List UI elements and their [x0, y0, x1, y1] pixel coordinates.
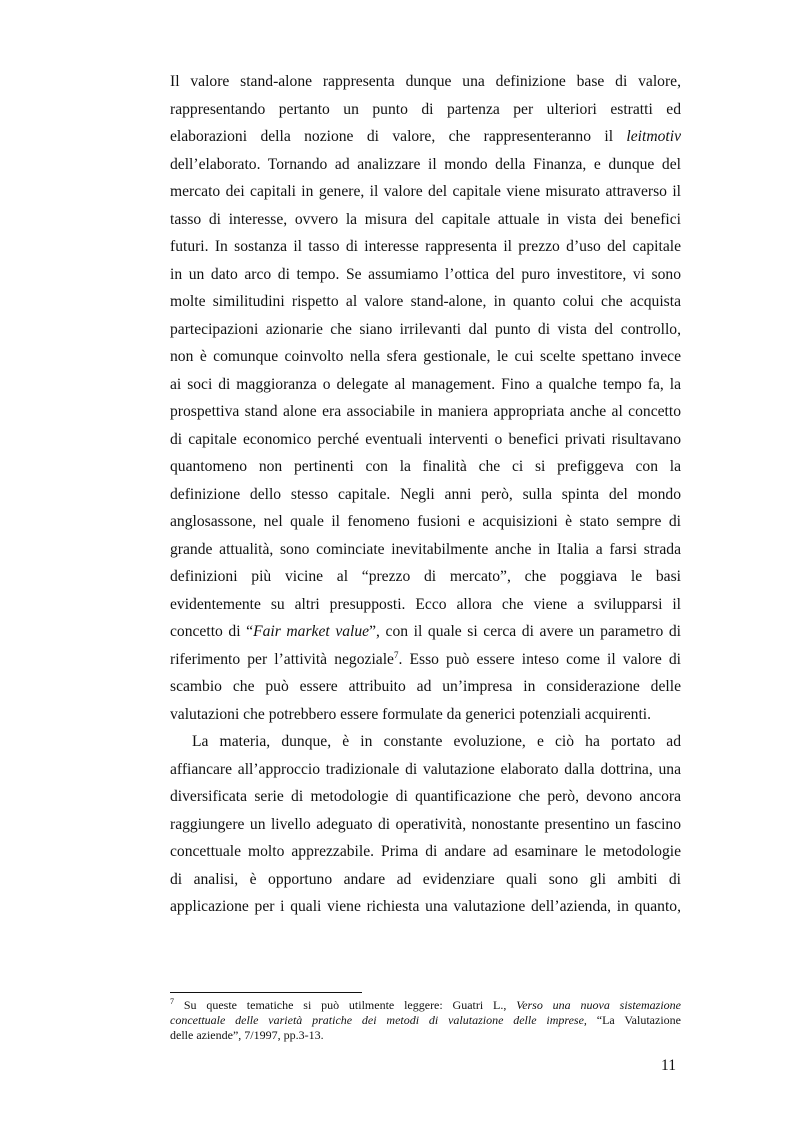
text-line: mercato dei capitali in genere, il valore del capitale viene misurato attraverso il	[170, 183, 681, 200]
text-line: futuri. In sostanza il tasso di interesse rappresenta il prezzo d’uso del capitale	[170, 238, 681, 255]
text-line: anglosassone, nel quale il fenomeno fusioni e acquisizioni è stato sempre di	[170, 513, 681, 530]
text-line	[170, 618, 681, 646]
footnote-text: “La Valutazione	[596, 1013, 681, 1027]
text-line: molte similitudini rispetto al valore stand-alone, in quanto colui che acquista	[170, 293, 681, 310]
text-line: dell’elaborato. Tornando ad analizzare il mondo della Finanza, e dunque del	[170, 155, 681, 173]
text-line: scambio che può essere attribuito ad un’impresa in considerazione delle	[170, 678, 681, 695]
footnote-number: 7	[170, 998, 174, 1006]
footnote-text: Su queste tematiche si può utilmente leggere: Guatri L.,	[174, 998, 517, 1012]
text-line: di capitale economico perché eventuali interventi o benefici privati risultavano	[170, 430, 681, 448]
italic-term: leitmotiv	[626, 128, 681, 145]
line-text: riferimento per l’attività negoziale	[170, 650, 394, 668]
text-line: quantomeno non pertinenti con la finalità che ci si prefiggeva con la	[170, 458, 681, 475]
text-line: definizioni più vicine al “prezzo di mercato”, che poggiava le basi	[170, 568, 681, 585]
text-line	[170, 646, 681, 674]
text-line: Il valore stand-alone rappresenta dunque una definizione base di valore,	[170, 73, 681, 90]
text-line: concettuale molto apprezzabile. Prima di andare ad esaminare le metodologie	[170, 843, 681, 860]
text-line: valutazioni che potrebbero essere formulate da generici potenziali acquirenti.	[170, 705, 652, 723]
text-line: non è comunque coinvolto nella sfera gestionale, le cui scelte spettano invece	[170, 348, 681, 365]
page-number: 11	[661, 1057, 677, 1074]
text-line	[170, 123, 681, 151]
text-line: prospettiva stand alone era associabile in maniera appropriata anche al concetto	[170, 403, 681, 420]
footnote-title: concettuale delle varietà pratiche dei metodi di valutazione delle imprese,	[170, 1013, 597, 1027]
line-text: concetto di “	[170, 623, 254, 640]
footnote-title: Verso una nuova sistemazione	[516, 998, 681, 1012]
text-line: applicazione per i quali viene richiesta una valutazione dell’azienda, in quanto,	[170, 898, 681, 915]
text-line: definizione dello stesso capitale. Negli anni però, sulla spinta del mondo	[170, 485, 681, 503]
italic-term: Fair market value	[253, 623, 370, 640]
line-text: elaborazioni della nozione di valore, che rappresenteranno il	[170, 128, 614, 145]
body-text	[170, 68, 681, 921]
text-line: grande attualità, sono cominciate inevitabilmente anche in Italia a farsi strada	[170, 540, 681, 558]
text-line: evidentemente su altri presupposti. Ecco allora che viene a svilupparsi il	[170, 595, 681, 613]
footnote-divider	[170, 992, 362, 993]
text-line: raggiungere un livello adeguato di operatività, nonostante presentino un fascino	[170, 815, 681, 833]
text-line: in un dato arco di tempo. Se assumiamo l’ottica del puro investitore, vi sono	[170, 265, 681, 283]
text-line: affiancare all’approccio tradizionale di valutazione elaborato dalla dottrina, una	[170, 760, 681, 778]
text-line: ai soci di maggioranza o delegate al management. Fino a qualche tempo fa, la	[170, 375, 681, 393]
footnote-line	[170, 1013, 681, 1028]
footnote-reference[interactable]: 7	[393, 649, 399, 660]
text-line: partecipazioni azionarie che siano irrilevanti dal punto di vista del controllo,	[170, 320, 681, 338]
text-line: La materia, dunque, è in constante evoluzione, e ciò ha portato ad	[192, 733, 681, 750]
text-line: diversificata serie di metodologie di quantificazione che però, devono ancora	[170, 788, 681, 805]
footnote-line: delle aziende”, 7/1997, pp.3-13.	[170, 1028, 324, 1042]
line-text: . Esso può essere inteso come il valore di	[398, 650, 681, 668]
text-line: di analisi, è opportuno andare ad evidenziare quali sono gli ambiti di	[170, 870, 681, 888]
line-text: ”, con il quale si cerca di avere un parametro di	[369, 623, 681, 640]
footnote	[170, 998, 681, 1043]
text-line: tasso di interesse, ovvero la misura del capitale attuale in vista dei benefici	[170, 210, 681, 228]
footnote-line	[170, 998, 681, 1013]
text-line: rappresentando pertanto un punto di partenza per ulteriori estratti ed	[170, 100, 681, 118]
